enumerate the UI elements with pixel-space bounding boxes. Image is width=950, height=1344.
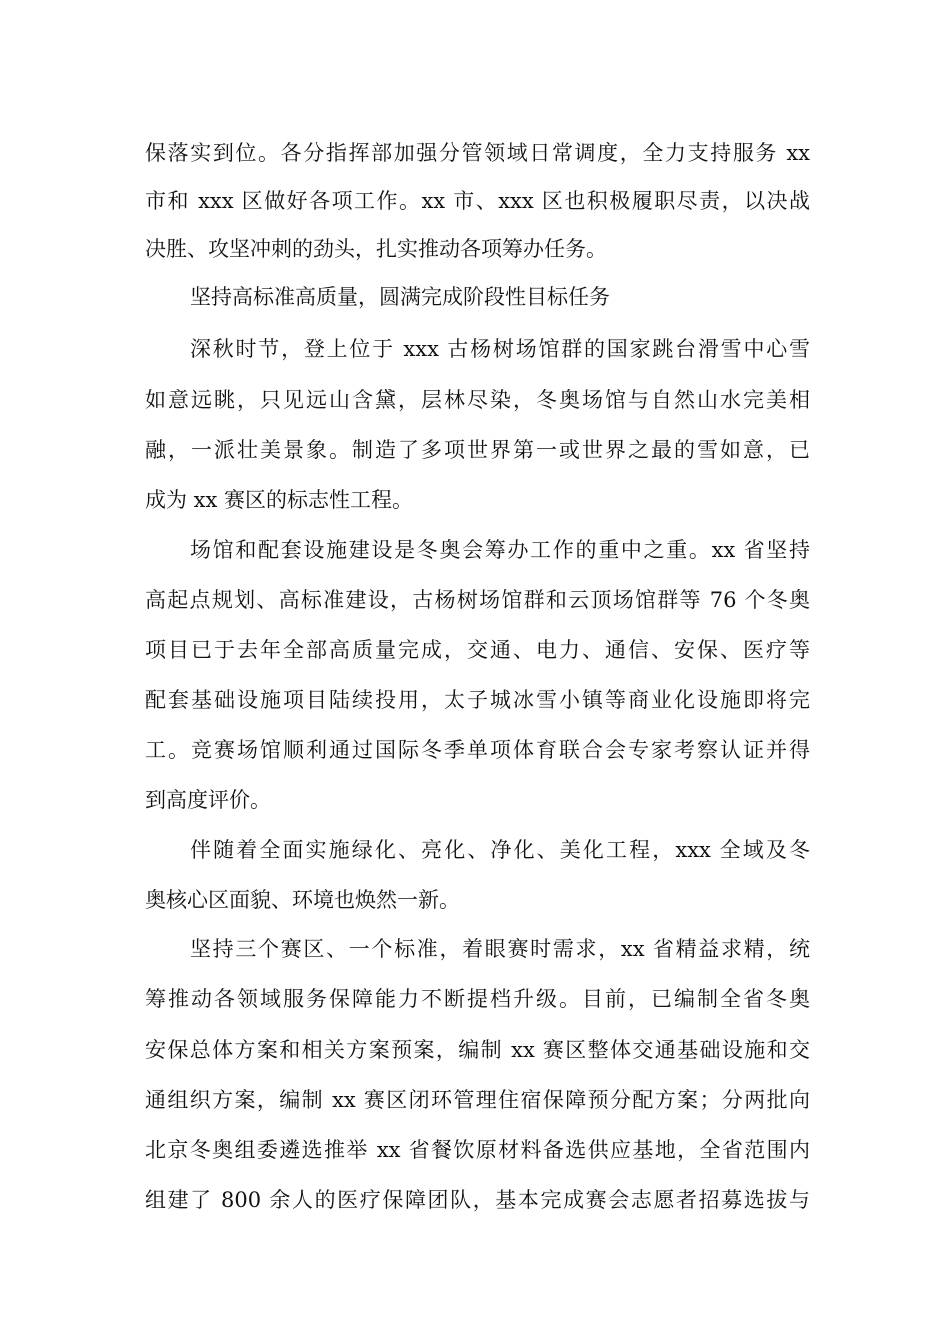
body-text-line: 到高度评价。 [145,788,271,812]
body-text-line: 北京冬奥组委遴选推举 xx 省餐饮原材料备选供应基地，全省范围内 [145,1138,810,1162]
body-text-line: 奥核心区面貌、环境也焕然一新。 [145,888,460,912]
body-text-line: 融，一派壮美景象。制造了多项世界第一或世界之最的雪如意，已 [145,438,810,462]
body-text-line: 筹推动各领域服务保障能力不断提档升级。目前，已编制全省冬奥 [145,987,810,1011]
body-text-line: 如意远眺，只见远山含黛，层林尽染，冬奥场馆与自然山水完美相 [145,388,810,412]
body-text-line: 通组织方案，编制 xx 赛区闭环管理住宿保障预分配方案；分两批向 [145,1088,810,1112]
body-text-line: 成为 xx 赛区的标志性工程。 [145,488,414,512]
body-text-line: 组建了 800 余人的医疗保障团队，基本完成赛会志愿者招募选拔与 [145,1188,810,1212]
body-text-line: 项目已于去年全部高质量完成，交通、电力、通信、安保、医疗等 [145,638,810,662]
body-text-line: 坚持三个赛区、一个标准，着眼赛时需求，xx 省精益求精，统 [190,937,810,961]
body-text-line: 深秋时节，登上位于 xxx 古杨树场馆群的国家跳台滑雪中心雪 [190,337,810,361]
body-text-line: 市和 xxx 区做好各项工作。xx 市、xxx 区也积极履职尽责，以决战 [145,189,810,213]
body-text-line: 工。竞赛场馆顺利通过国际冬季单项体育联合会专家考察认证并得 [145,738,810,762]
body-text-line: 保落实到位。各分指挥部加强分管领域日常调度，全力支持服务 xx [145,141,810,165]
body-text-line: 决胜、攻坚冲刺的劲头，扎实推动各项筹办任务。 [145,237,607,261]
body-text-line: 配套基础设施项目陆续投用，太子城冰雪小镇等商业化设施即将完 [145,688,810,712]
body-text-line: 场馆和配套设施建设是冬奥会筹办工作的重中之重。xx 省坚持 [190,538,810,562]
body-text-line: 伴随着全面实施绿化、亮化、净化、美化工程，xxx 全域及冬 [190,838,810,862]
body-text-line: 安保总体方案和相关方案预案，编制 xx 赛区整体交通基础设施和交 [145,1038,810,1062]
section-heading: 坚持高标准高质量，圆满完成阶段性目标任务 [190,285,610,309]
body-text-line: 高起点规划、高标准建设，古杨树场馆群和云顶场馆群等 76 个冬奥 [145,588,810,612]
